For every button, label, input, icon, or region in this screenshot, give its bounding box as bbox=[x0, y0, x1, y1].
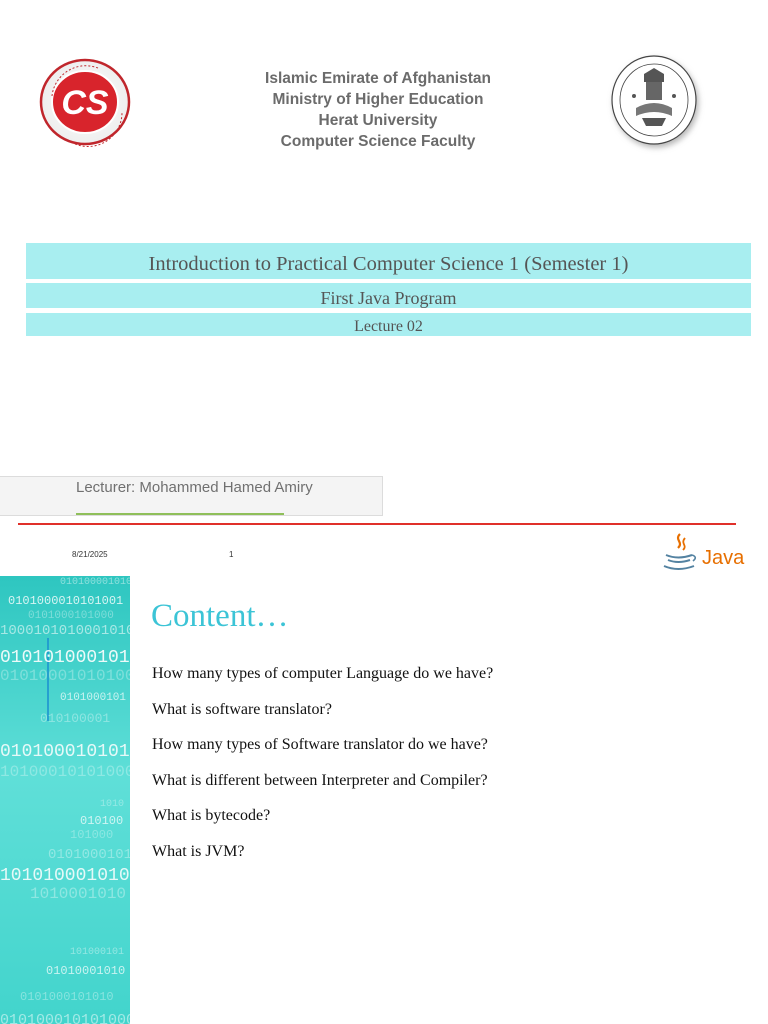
list-item: How many types of Software translator do we have? bbox=[152, 736, 488, 753]
list-item: How many types of computer Language do we have? bbox=[152, 665, 494, 682]
binary-row: 1010001010 bbox=[30, 885, 127, 903]
header-line-university: Herat University bbox=[318, 112, 438, 129]
binary-row: 0101000101010001 bbox=[0, 1012, 145, 1024]
lesson-title-band: First Java Program bbox=[26, 283, 751, 308]
list-item: What is bytecode? bbox=[152, 807, 271, 824]
binary-row: 0101000010101001 bbox=[8, 594, 124, 608]
content-title: Content… bbox=[151, 598, 289, 634]
binary-row: 01010100010101 bbox=[0, 648, 152, 668]
cs-faculty-logo bbox=[38, 56, 132, 146]
binary-row: 0101000101010 bbox=[20, 990, 114, 1004]
binary-row: 01010001010 bbox=[46, 964, 126, 978]
binary-row: 1010 bbox=[100, 799, 125, 810]
lecturer-underline bbox=[76, 513, 284, 515]
course-title-band: Introduction to Practical Computer Science 1 (Semester 1) bbox=[26, 243, 751, 279]
institution-header bbox=[230, 68, 526, 152]
list-item: What is different between Interpreter and Compiler? bbox=[152, 771, 488, 789]
binary-row: 010100 bbox=[80, 814, 124, 828]
binary-row: 0101000101000 bbox=[28, 610, 114, 622]
binary-row: 101000101 bbox=[70, 947, 125, 958]
binary-row: 010100001010100 bbox=[60, 577, 151, 588]
binary-row: 0101000101 bbox=[60, 692, 127, 704]
footer-divider-line bbox=[18, 523, 736, 525]
list-item: What is JVM? bbox=[152, 842, 245, 860]
header-line-ministry: Ministry of Higher Education bbox=[272, 91, 484, 108]
binary-row: 0101000101 bbox=[48, 847, 133, 863]
binary-row: 101000 bbox=[70, 828, 114, 842]
svg-text:Java: Java bbox=[702, 547, 745, 569]
slide-date: 8/21/2025 bbox=[72, 550, 108, 559]
slide-number: 1 bbox=[229, 550, 234, 559]
binary-row: 10100010101000 bbox=[0, 763, 135, 781]
binary-row: 10001010100010101 bbox=[0, 623, 143, 639]
java-logo-icon bbox=[660, 530, 748, 576]
binary-decoration-panel bbox=[0, 576, 152, 1024]
svg-text:CS: CS bbox=[61, 84, 109, 122]
lecture-number-band: Lecture 02 bbox=[26, 313, 751, 336]
binary-pattern bbox=[0, 576, 152, 1024]
header-line-faculty: Computer Science Faculty bbox=[280, 133, 476, 150]
binary-row: 01010001010100 bbox=[0, 742, 152, 762]
ministry-seal-logo bbox=[606, 52, 702, 152]
binary-row: 10101000101010 bbox=[0, 866, 152, 886]
question-list bbox=[152, 661, 493, 874]
content-slide bbox=[0, 576, 768, 1024]
binary-row: 010100001 bbox=[40, 711, 111, 726]
header-line-emirate: Islamic Emirate of Afghanistan bbox=[265, 70, 491, 87]
binary-row: 010100010101000 bbox=[0, 667, 145, 685]
list-item: What is software translator? bbox=[152, 700, 332, 718]
lecturer-name: Lecturer: Mohammed Hamed Amiry bbox=[76, 479, 313, 496]
